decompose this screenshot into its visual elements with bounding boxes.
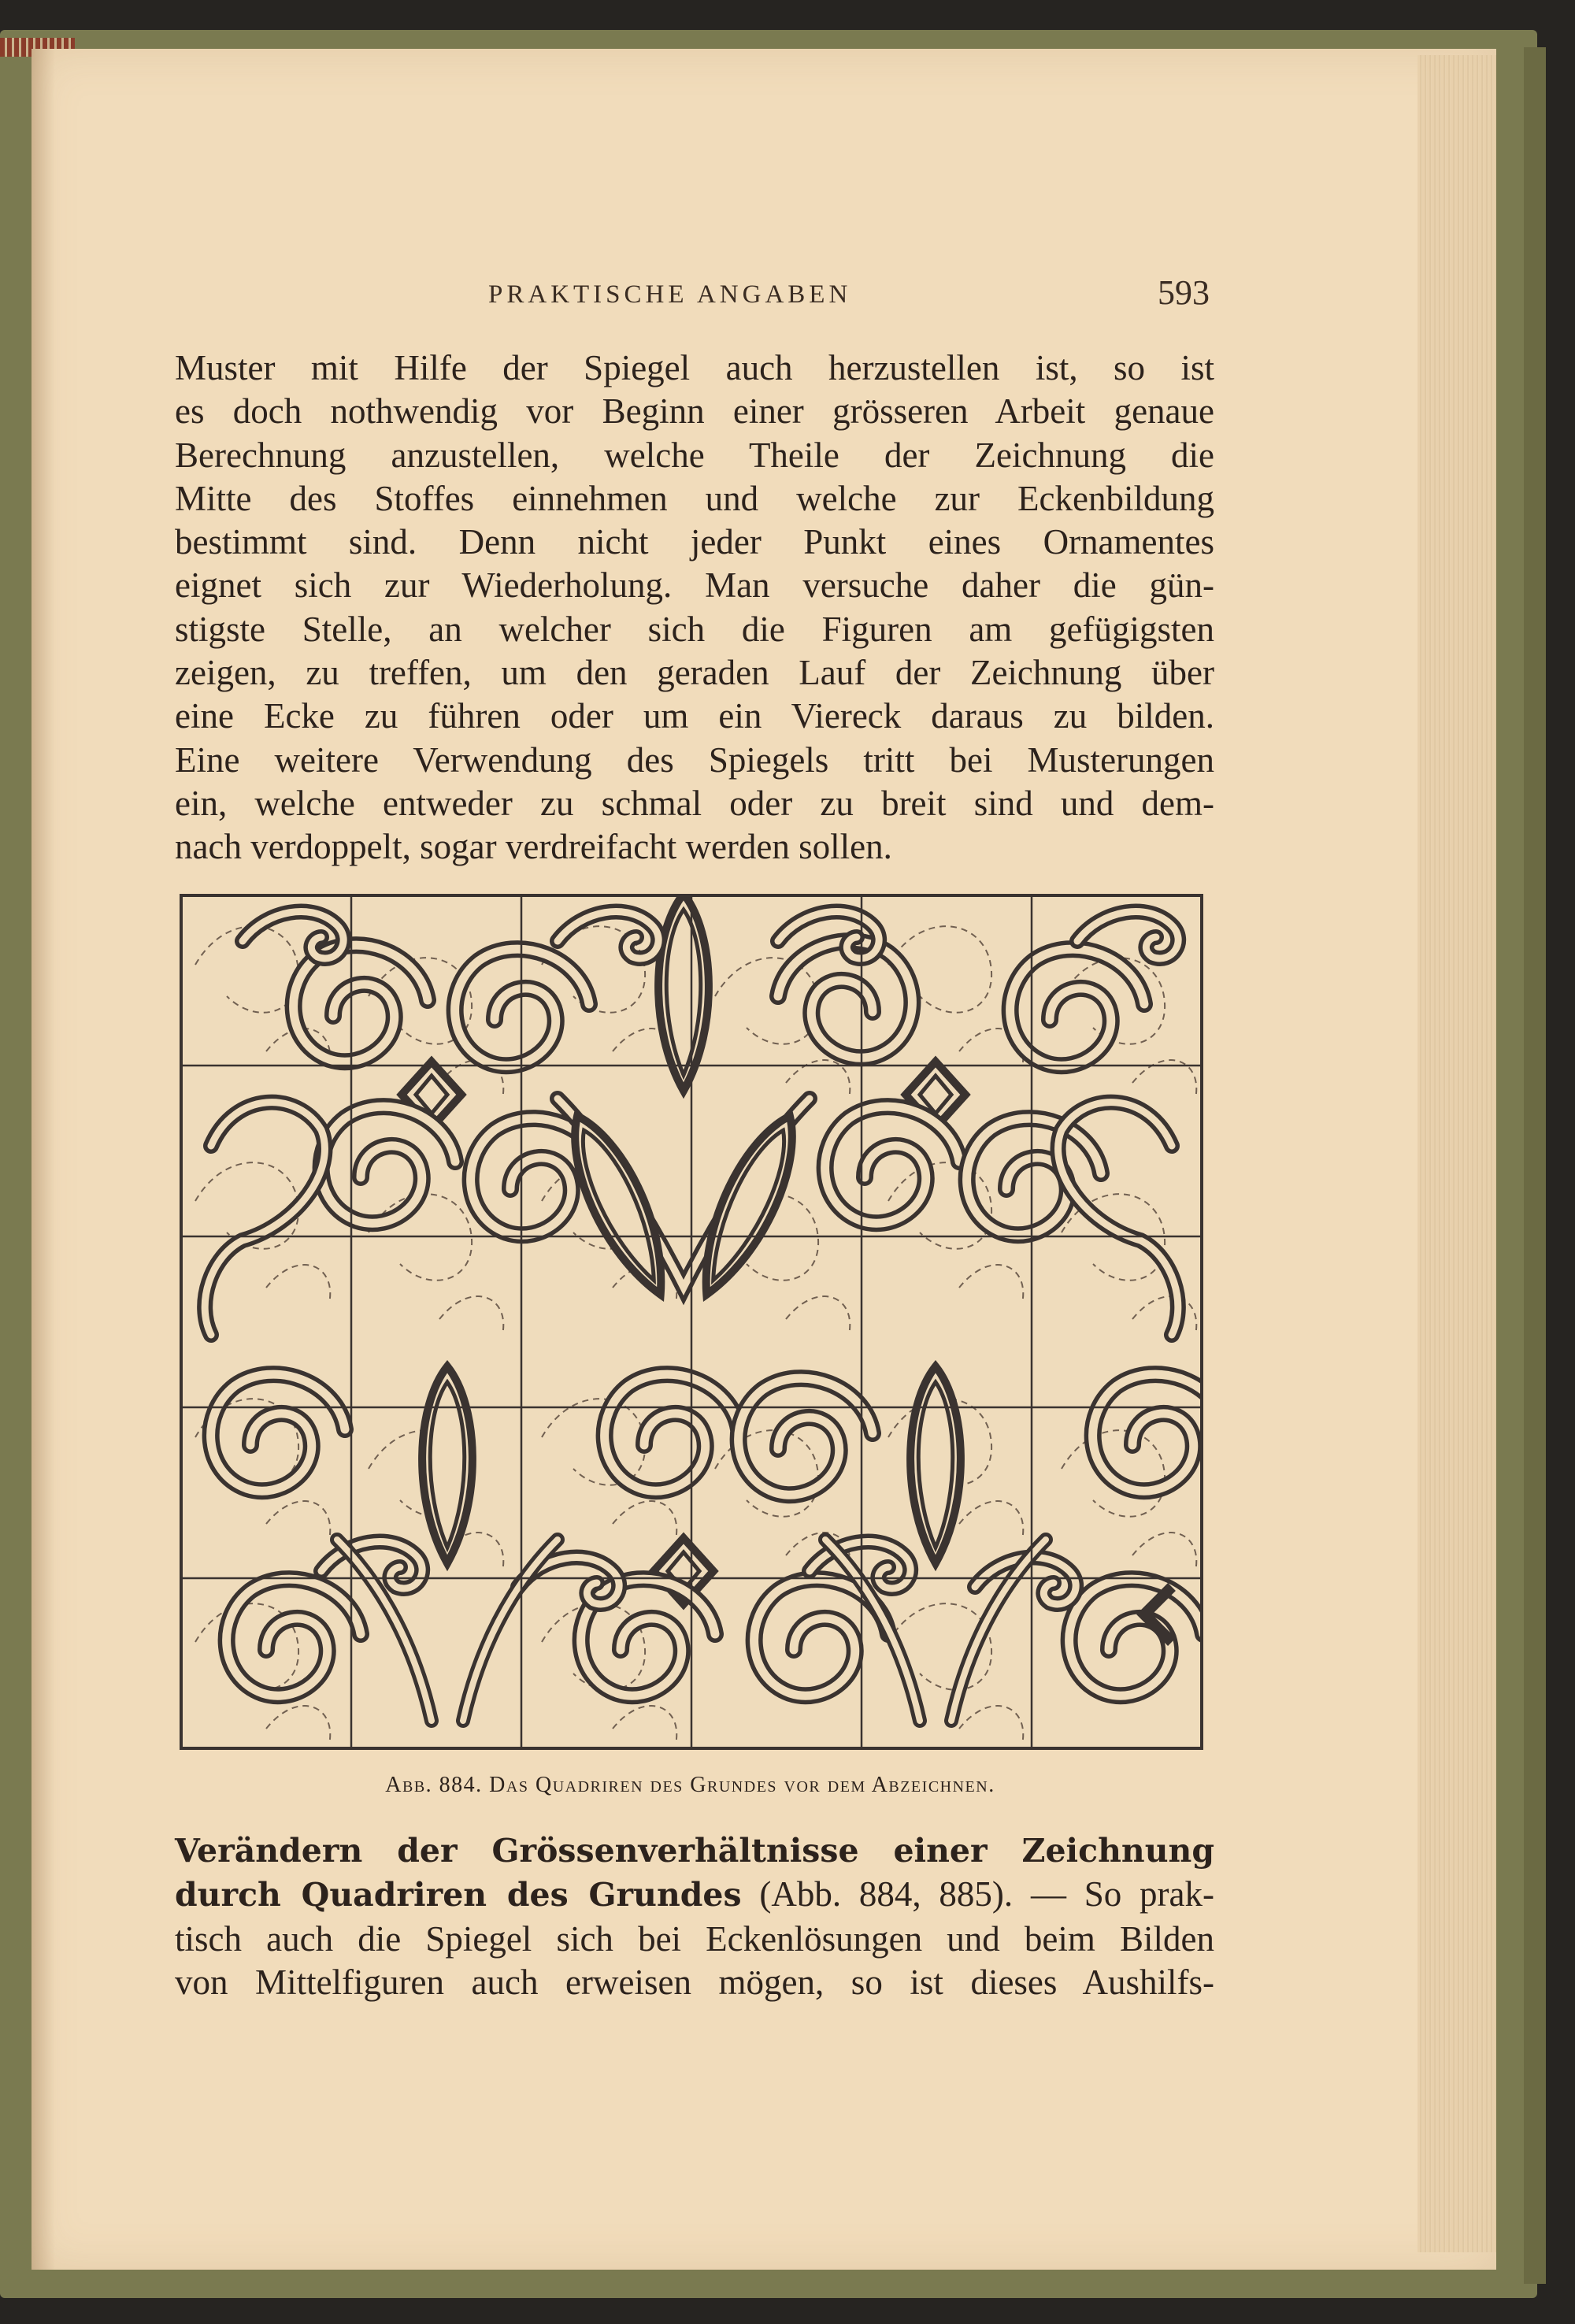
text-line: Eine weitere Verwendung des Spiegels tritt bei Musterungen — [175, 739, 1214, 780]
ornament-grid-figure — [180, 894, 1203, 1750]
paragraph-1 — [175, 347, 1214, 869]
text-line: Berechnung anzustellen, welche Theile der Zeichnung die — [175, 435, 1214, 475]
text-line: stigste Stelle, an welcher sich die Figuren am gefügigsten — [175, 609, 1214, 649]
figure-caption-text: Abb. 884. Das Quadriren des Grundes vor dem Abzeichnen. — [385, 1773, 995, 1797]
section-heading-line-1 — [175, 1829, 1214, 1873]
spine-shadow — [32, 49, 55, 2270]
section-heading-part-2: durch Quadriren des Grundes — [175, 1876, 742, 1914]
text-line: eine Ecke zu führen oder um ein Viereck daraus zu bilden. — [175, 696, 1214, 736]
section-heading-part-1: Verändern der Grössenverhältnisse einer Zeichnung — [175, 1832, 1214, 1870]
running-head: PRAKTISCHE ANGABEN — [488, 280, 852, 309]
text-line: eignet sich zur Wiederholung. Man versuche daher die gün- — [175, 565, 1214, 606]
text-line: nach verdoppelt, sogar verdreifacht werden sollen. — [175, 827, 892, 867]
figure-caption — [0, 1773, 1380, 1798]
text-line: ein, welche entweder zu schmal oder zu breit sind und dem- — [175, 783, 1214, 823]
text-line: tisch auch die Spiegel sich bei Eckenlösungen und beim Bilden — [175, 1918, 1214, 1959]
text-line: es doch nothwendig vor Beginn einer grösseren Arbeit genaue — [175, 391, 1214, 432]
text-line — [175, 1873, 1214, 1917]
text-line: bestimmt sind. Denn nicht jeder Punkt eines Ornamentes — [175, 522, 1214, 562]
paragraph-2 — [175, 1829, 1214, 2004]
text-line: von Mittelfiguren auch erweisen mögen, so ist dieses Aushilfs- — [175, 1962, 1214, 2002]
text-line: Muster mit Hilfe der Spiegel auch herzustellen ist, so ist — [175, 348, 1214, 387]
text-line: Mitte des Stoffes einnehmen und welche zur Eckenbildung — [175, 478, 1214, 518]
page-number: 593 — [1158, 273, 1210, 312]
page-edges — [1418, 55, 1496, 2252]
heading-continuation: (Abb. 884, 885). — So prak- — [741, 1874, 1214, 1914]
book-cover-edge — [1524, 47, 1546, 2284]
text-line: zeigen, zu treffen, um den geraden Lauf der Zeichnung über — [175, 653, 1214, 693]
